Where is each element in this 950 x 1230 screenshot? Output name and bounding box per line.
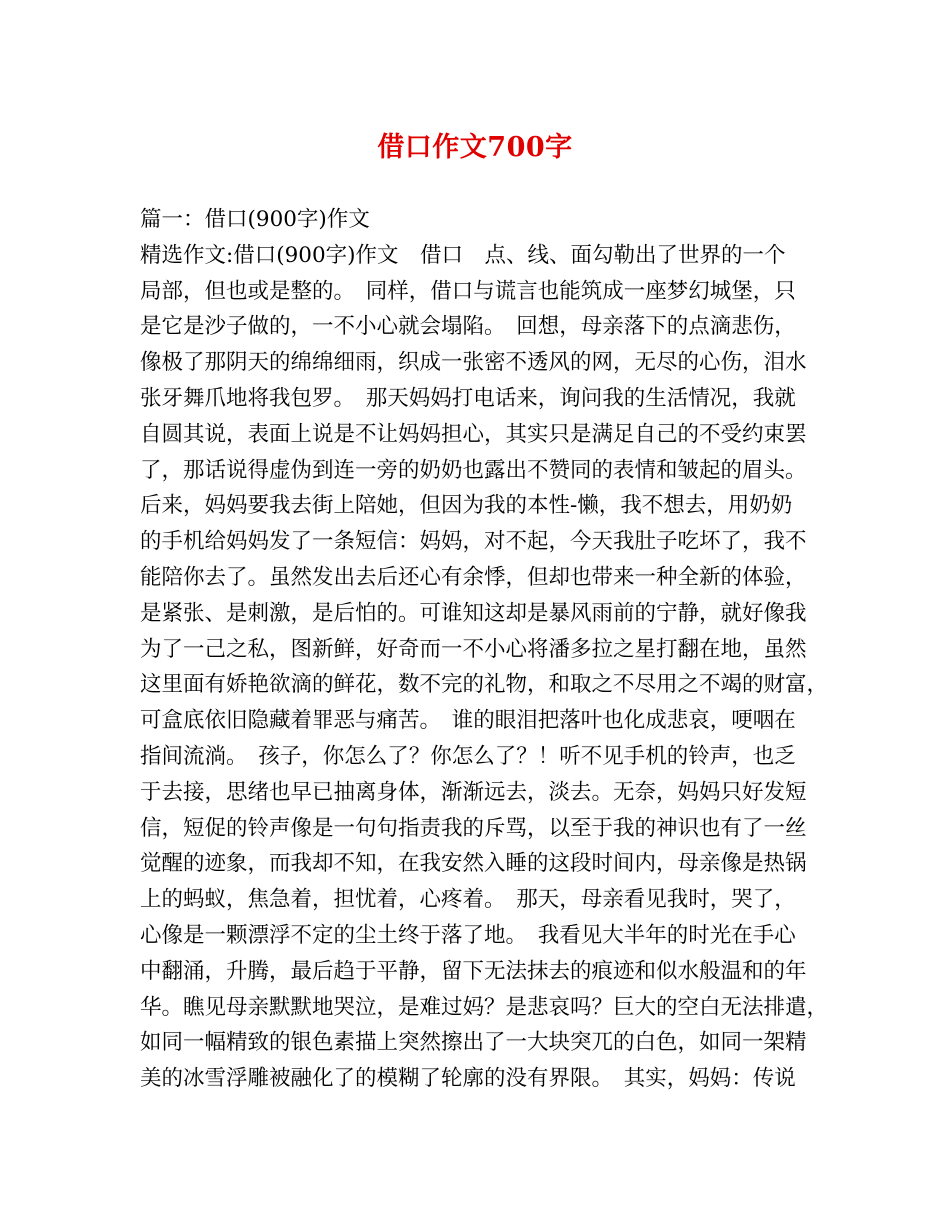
text-line: 可盒底依旧隐藏着罪恶与痛苦。 谁的眼泪把落叶也化成悲哀，哽咽在	[140, 708, 796, 734]
text-line: 是它是沙子做的，一不小心就会塌陷。 回想，母亲落下的点滴悲伤，	[140, 314, 796, 340]
text-line: 能陪你去了。虽然发出去后还心有余悸，但却也带来一种全新的体验，	[140, 564, 807, 590]
text-line: 华。瞧见母亲默默地哭泣，是难过妈？是悲哀吗？巨大的空白无法排遣，	[140, 994, 829, 1020]
text-line: 信，短促的铃声像是一句句指责我的斥骂，以至于我的神识也有了一丝	[140, 815, 807, 841]
text-line: 指间流淌。 孩子，你怎么了？你怎么了？！听不见手机的铃声，也乏	[140, 743, 796, 769]
text-line: 是紧张、是刺激，是后怕的。可谁知这却是暴风雨前的宁静，就好像我	[140, 600, 807, 626]
text-line: 心像是一颗漂浮不定的尘土终于落了地。 我看见大半年的时光在手心	[140, 922, 796, 948]
text-line: 上的蚂蚁，焦急着，担忧着，心疼着。 那天，母亲看见我时，哭了，	[140, 887, 796, 913]
text-line: 如同一幅精致的银色素描上突然擦出了一大块突兀的白色，如同一架精	[140, 1030, 807, 1056]
text-line: 为了一己之私，图新鲜，好奇而一不小心将潘多拉之星打翻在地，虽然	[140, 636, 807, 662]
text-line: 张牙舞爪地将我包罗。 那天妈妈打电话来，询问我的生活情况，我就	[140, 385, 796, 411]
text-line: 中翻涌，升腾，最后趋于平静，留下无法抹去的痕迹和似水般温和的年	[140, 958, 807, 984]
text-line: 觉醒的迹象，而我却不知，在我安然入睡的这段时间内，母亲像是热锅	[140, 851, 807, 877]
document-body	[140, 202, 829, 1097]
document-title: 借口作文700字	[377, 132, 573, 163]
text-line: 后来，妈妈要我去街上陪她，但因为我的本性-懒，我不想去，用奶奶	[140, 493, 793, 519]
text-line: 局部，但也或是整的。 同样，借口与谎言也能筑成一座梦幻城堡，只	[140, 278, 796, 304]
text-line: 自圆其说，表面上说是不让妈妈担心，其实只是满足自己的不受约束罢	[140, 421, 807, 447]
text-line: 精选作文:借口(900字)作文 借口 点、线、面勾勒出了世界的一个	[140, 242, 786, 268]
text-line: 于去接，思绪也早已抽离身体，渐渐远去，淡去。无奈，妈妈只好发短	[140, 779, 807, 805]
text-line: 美的冰雪浮雕被融化了的模糊了轮廓的没有界限。 其实，妈妈：传说	[140, 1066, 796, 1092]
text-line: 这里面有娇艳欲滴的鲜花，数不完的礼物，和取之不尽用之不竭的财富，	[140, 672, 829, 698]
text-line: 的手机给妈妈发了一条短信：妈妈，对不起，今天我肚子吃坏了，我不	[140, 529, 807, 555]
text-line: 像极了那阴天的绵绵细雨，织成一张密不透风的网，无尽的心伤，泪水	[140, 350, 807, 376]
text-line: 篇一：借口(900字)作文	[140, 207, 370, 232]
text-line: 了，那话说得虚伪到连一旁的奶奶也露出不赞同的表情和皱起的眉头。	[140, 457, 807, 483]
